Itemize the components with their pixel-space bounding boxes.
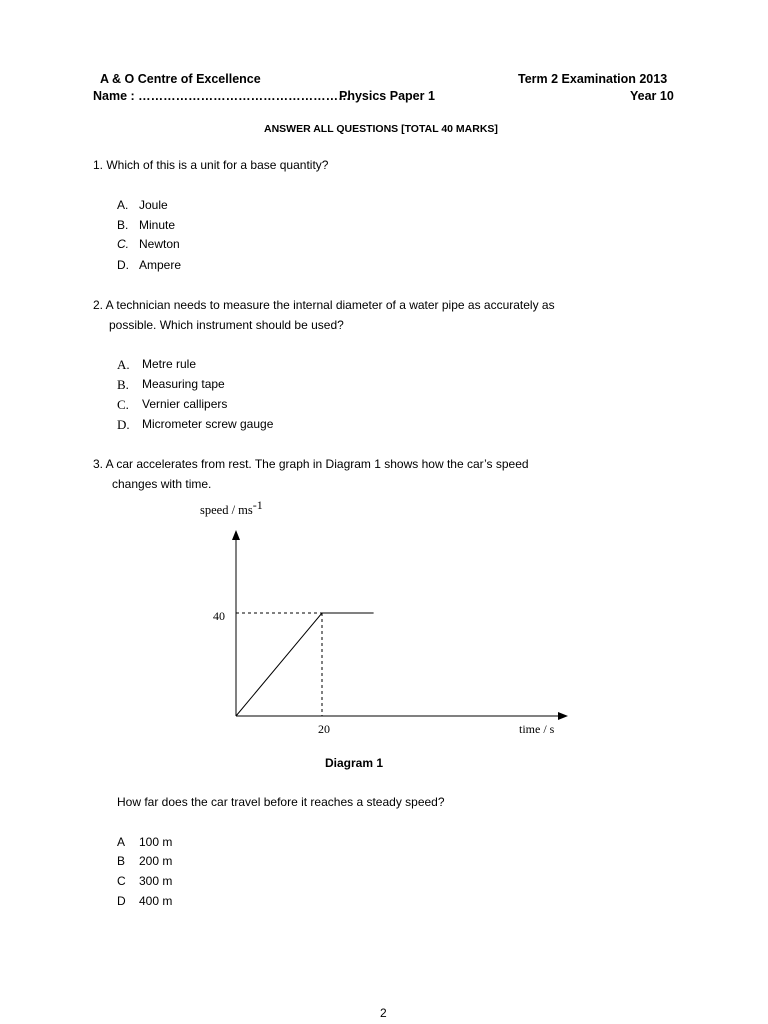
question-2-text-line2: possible. Which instrument should be used? (109, 318, 344, 332)
option-letter: B. (117, 218, 129, 232)
question-3-text-line2: changes with time. (112, 477, 212, 491)
graph-axes (232, 530, 568, 720)
option-letter: D. (117, 417, 130, 432)
option-text: 300 m (139, 874, 173, 888)
option-letter: A. (117, 198, 129, 212)
option-text: Minute (139, 218, 176, 232)
instructions: ANSWER ALL QUESTIONS [TOTAL 40 MARKS] (264, 123, 498, 135)
question-3-text-line1: 3. A car accelerates from rest. The graph in Diagram 1 shows how the car’s speed (93, 457, 529, 471)
paper-title: Physics Paper 1 (339, 89, 435, 103)
y-axis-arrow (232, 530, 240, 540)
question-2-text-line1: 2. A technician needs to measure the internal diameter of a water pipe as accurately as (93, 298, 555, 312)
option-text: 100 m (139, 835, 173, 849)
option-letter: D (117, 894, 126, 908)
y-axis-label-text: speed / ms (200, 503, 253, 518)
option-text: Metre rule (142, 357, 197, 371)
option-letter: B. (117, 377, 129, 392)
school-name: A & O Centre of Excellence (100, 72, 261, 86)
option-text: Ampere (139, 258, 182, 272)
exam-title: Term 2 Examination 2013 (518, 72, 668, 86)
speed-line (236, 613, 374, 716)
y-tick-40: 40 (213, 609, 225, 623)
page-number: 2 (380, 1006, 387, 1020)
option-text: Joule (139, 198, 168, 212)
option-text: 400 m (139, 894, 173, 908)
option-letter: C. (117, 397, 129, 412)
option-letter: A (117, 835, 126, 849)
graph-series (236, 613, 374, 716)
x-axis-arrow (558, 712, 568, 720)
x-axis-label: time / s (519, 722, 555, 736)
option-text: Micrometer screw gauge (142, 417, 274, 431)
option-letter: B (117, 854, 126, 868)
question-1-text: 1. Which of this is a unit for a base quantity? (93, 158, 329, 172)
option-text: 200 m (139, 854, 173, 868)
y-axis-label-sup: -1 (252, 498, 263, 512)
option-text: Vernier callipers (142, 397, 228, 411)
diagram-caption: Diagram 1 (325, 756, 384, 770)
option-text: Measuring tape (142, 377, 225, 391)
name-field: Name : …………………………………………… (93, 89, 351, 103)
x-tick-20: 20 (318, 722, 330, 736)
option-text: Newton (139, 237, 180, 251)
option-letter: A. (117, 357, 130, 372)
year-label: Year 10 (630, 89, 674, 103)
option-letter: C (117, 874, 126, 888)
question-3-prompt: How far does the car travel before it reaches a steady speed? (117, 795, 445, 809)
option-letter: D. (117, 258, 129, 272)
option-letter: C. (117, 237, 129, 251)
